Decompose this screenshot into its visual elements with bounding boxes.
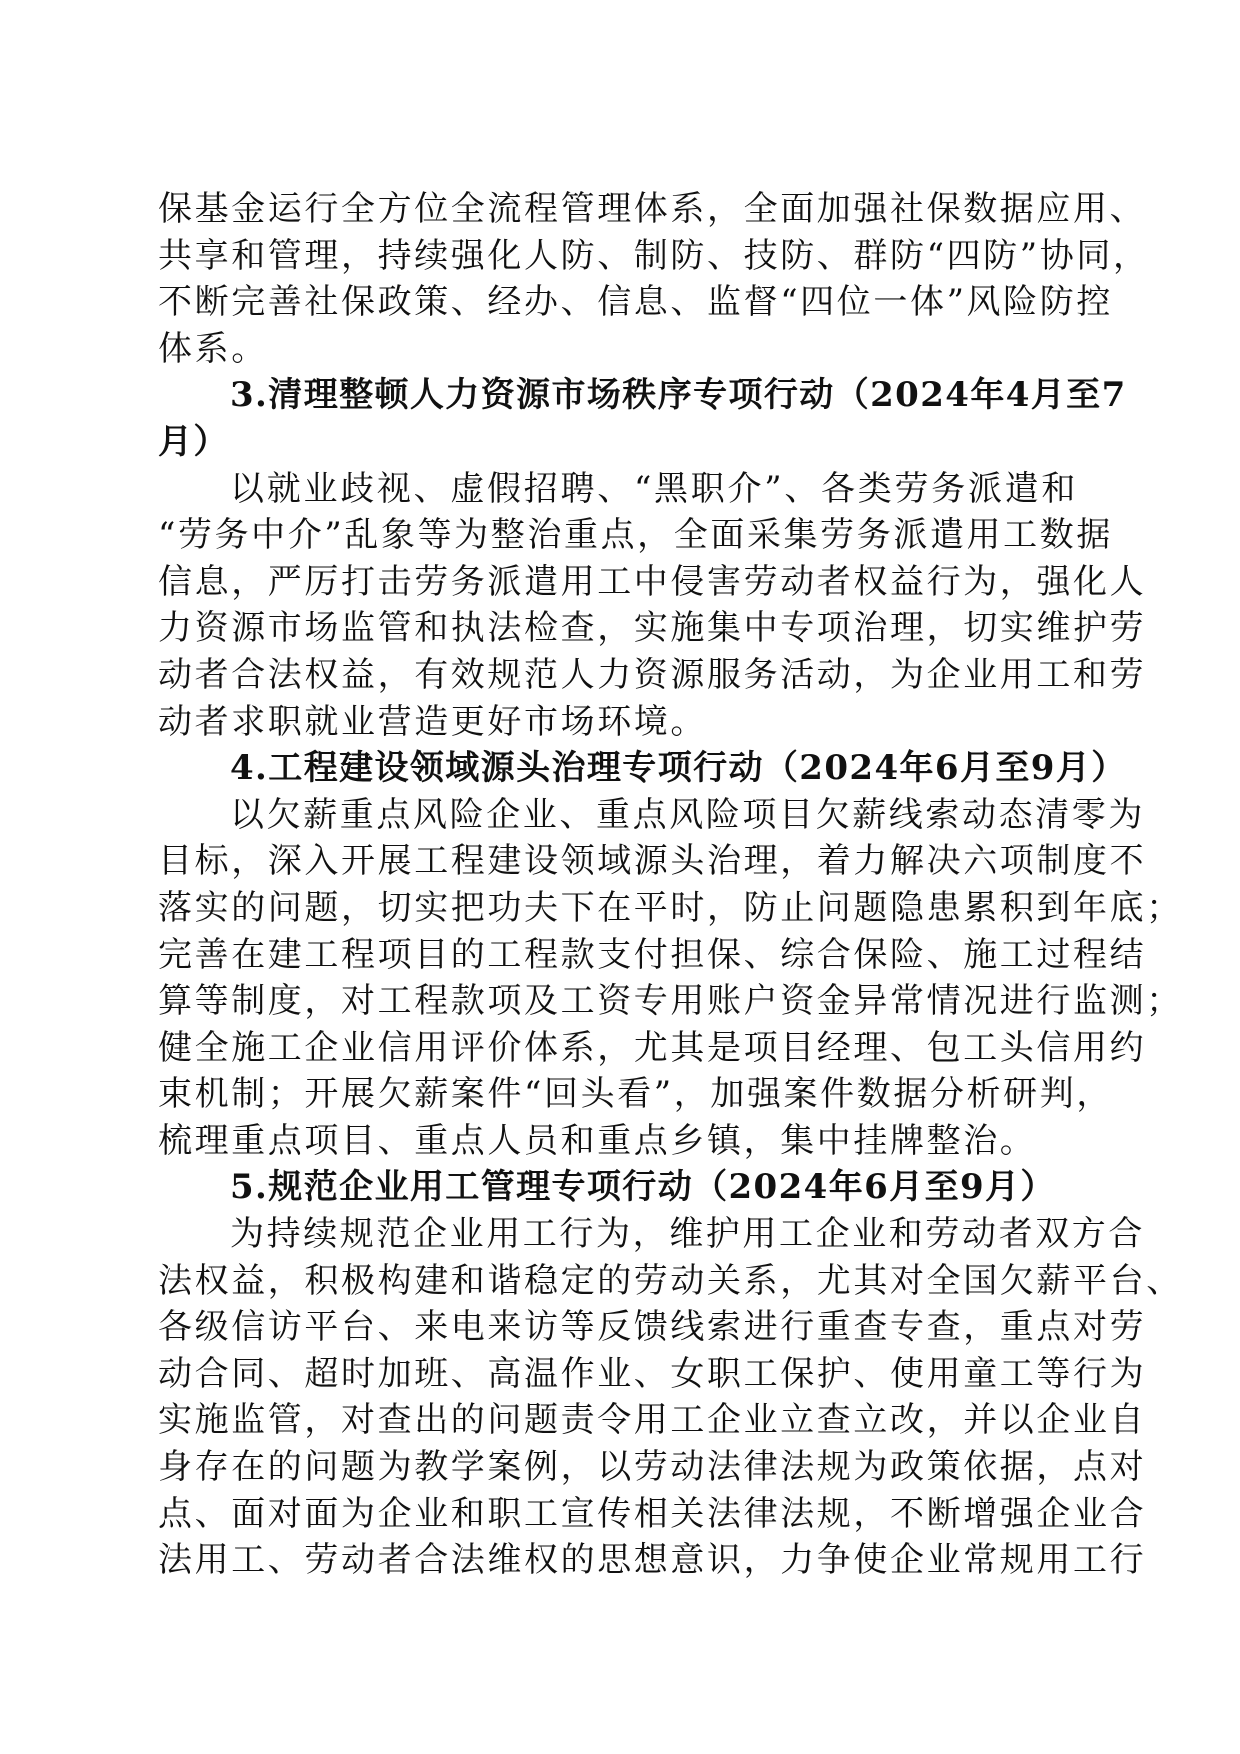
paragraph-line: 体系。 (158, 328, 268, 369)
paragraph-line: 束机制；开展欠薪案件“回头看”，加强案件数据分析研判， (158, 1074, 1113, 1115)
paragraph-line: 落实的问题，切实把功夫下在平时，防止问题隐患累积到年底； (158, 887, 1183, 928)
section-heading-3-continued: 月） (158, 421, 229, 462)
paragraph-line: 算等制度，对工程款项及工资专用账户资金异常情况进行监测； (158, 981, 1183, 1022)
paragraph-line: 动者求职就业营造更好市场环境。 (158, 701, 707, 742)
paragraph-line: 梳理重点项目、重点人员和重点乡镇，集中挂牌整治。 (158, 1120, 1037, 1161)
paragraph-line: 目标，深入开展工程建设领域源头治理，着力解决六项制度不 (158, 841, 1147, 882)
paragraph-line: 不断完善社保政策、经办、信息、监督“四位一体”风险防控 (158, 282, 1113, 323)
paragraph-line: 保基金运行全方位全流程管理体系，全面加强社保数据应用、 (158, 189, 1147, 229)
section-heading-5: 5.规范企业用工管理专项行动（2024年6月至9月） (230, 1167, 1056, 1208)
paragraph-line: 健全施工企业信用评价体系，尤其是项目经理、包工头信用约 (158, 1027, 1147, 1068)
section-heading-3: 3.清理整顿人力资源市场秩序专项行动（2024年4月至7 (230, 375, 1127, 416)
paragraph-line: 身存在的问题为教学案例，以劳动法律法规为政策依据，点对 (158, 1447, 1147, 1488)
paragraph-line: 以就业歧视、虚假招聘、“黑职介”、各类劳务派遣和 (230, 468, 1078, 509)
paragraph-line: 信息，严厉打击劳务派遣用工中侵害劳动者权益行为，强化人 (158, 561, 1147, 602)
paragraph-line: 法用工、劳动者合法维权的思想意识，力争使企业常规用工行 (158, 1540, 1147, 1581)
section-heading-4: 4.工程建设领域源头治理专项行动（2024年6月至9月） (230, 748, 1127, 789)
paragraph-line: 各级信访平台、来电来访等反馈线索进行重查专查，重点对劳 (158, 1307, 1147, 1348)
paragraph-line: 实施监管，对查出的问题责令用工企业立查立改，并以企业自 (158, 1400, 1147, 1441)
paragraph-line: 法权益，积极构建和谐稳定的劳动关系，尤其对全国欠薪平台、 (158, 1260, 1183, 1301)
paragraph-line: 动者合法权益，有效规范人力资源服务活动，为企业用工和劳 (158, 654, 1147, 695)
paragraph-line: 以欠薪重点风险企业、重点风险项目欠薪线索动态清零为 (230, 794, 1145, 835)
paragraph-line: “劳务中介”乱象等为整治重点，全面采集劳务派遣用工数据 (158, 515, 1113, 556)
paragraph-line: 完善在建工程项目的工程款支付担保、综合保险、施工过程结 (158, 934, 1147, 975)
paragraph-line: 力资源市场监管和执法检查，实施集中专项治理，切实维护劳 (158, 608, 1147, 649)
paragraph-line: 动合同、超时加班、高温作业、女职工保护、使用童工等行为 (158, 1353, 1147, 1394)
document-body (158, 186, 1183, 1584)
paragraph-line: 点、面对面为企业和职工宣传相关法律法规，不断增强企业合 (158, 1493, 1147, 1534)
paragraph-line: 为持续规范企业用工行为，维护用工企业和劳动者双方合 (230, 1214, 1145, 1255)
paragraph-line: 共享和管理，持续强化人防、制防、技防、群防“四防”协同， (158, 235, 1150, 276)
